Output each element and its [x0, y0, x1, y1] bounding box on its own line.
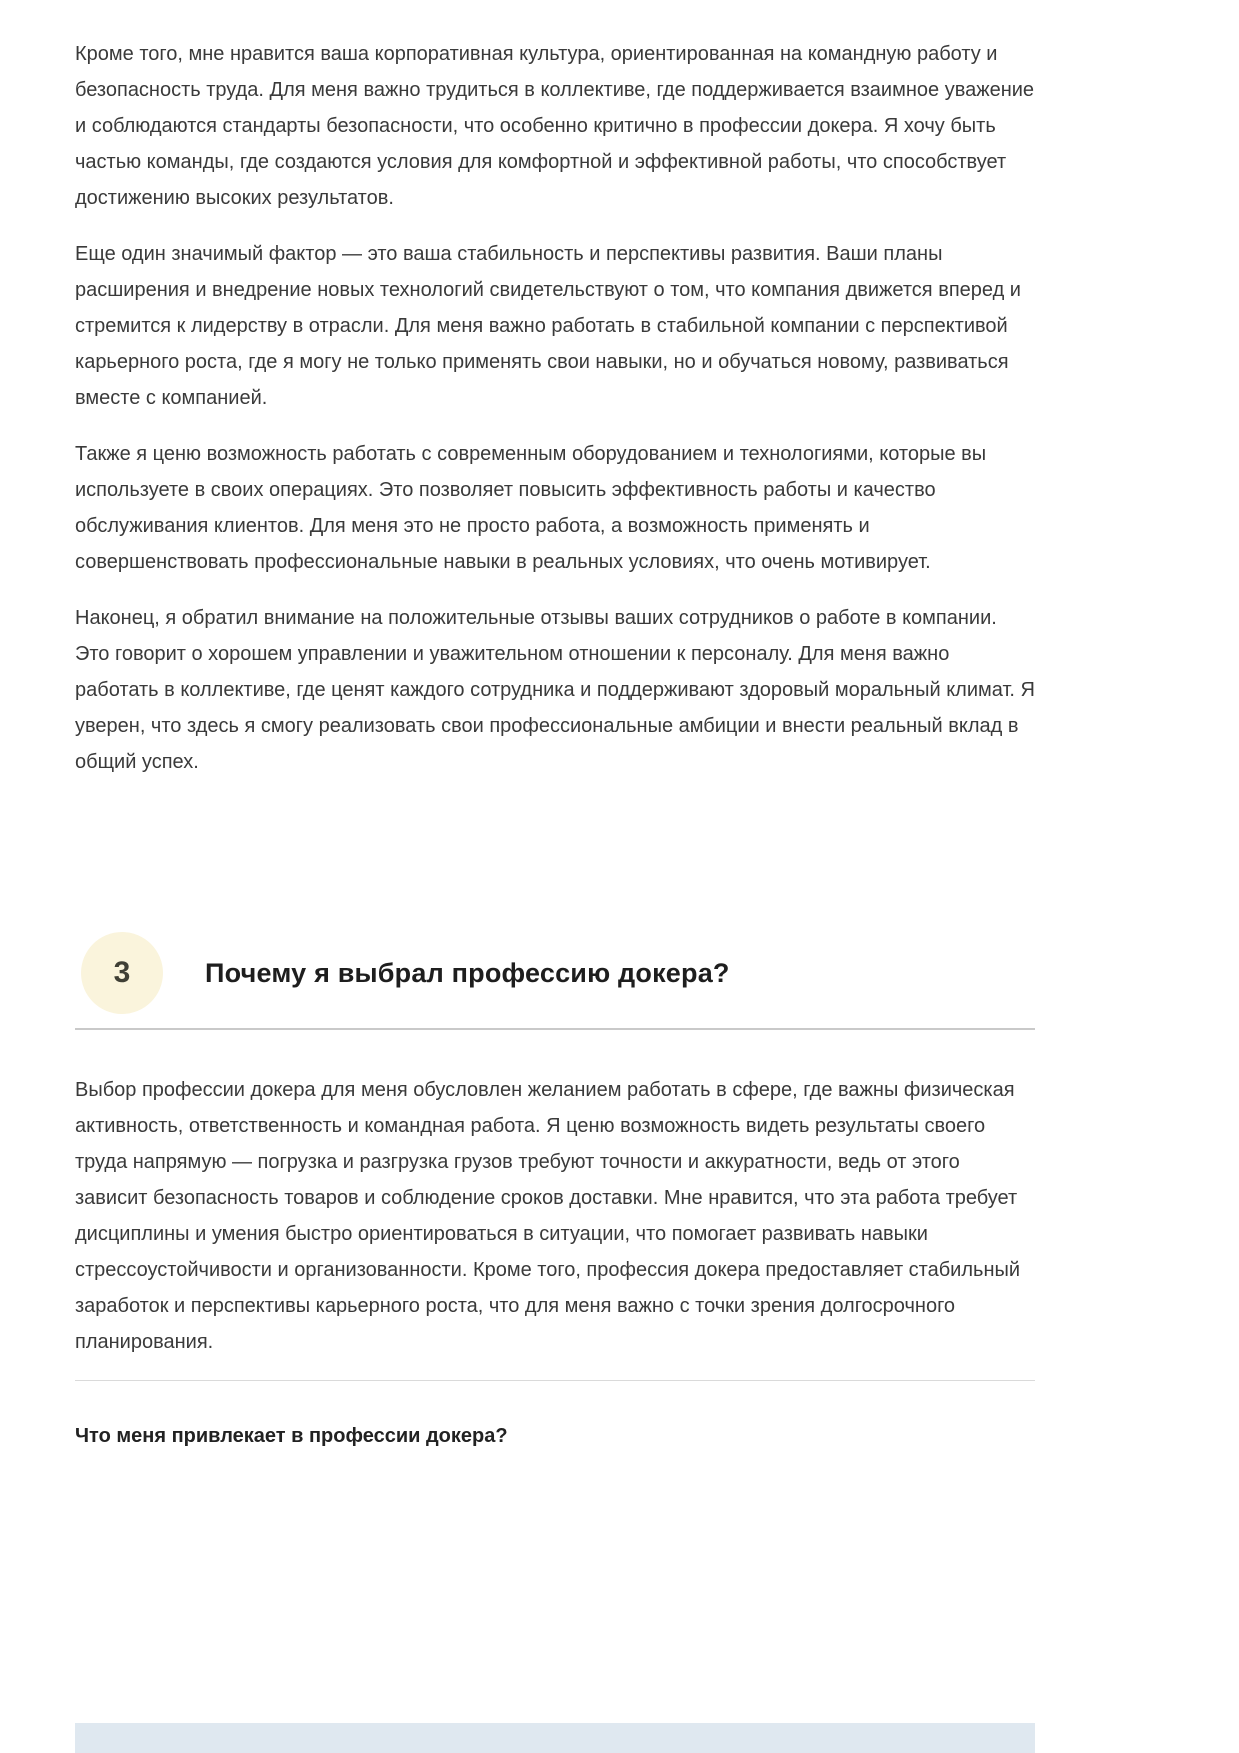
section-number: 3 — [113, 956, 131, 989]
document-content — [75, 0, 1035, 1448]
section-header — [75, 932, 1035, 1014]
section-number-badge — [81, 932, 163, 1014]
paragraph: Еще один значимый фактор — это ваша стабильность и перспективы развития. Ваши планы расширения и внедрение новых технологий свидетельствуют о том, что компания движется вперед и стремится к лидерству в отрасли. Для меня важно работать в стабильной компании с перспективой карьерного роста, где я могу не только применять свои навыки, но и обучаться новому, развиваться вместе с компанией. — [75, 243, 1021, 409]
paragraph: Также я ценю возможность работать с современным оборудованием и технологиями, которые вы используете в своих операциях. Это позволяет повысить эффективность работы и качество обслуживания клиентов. Для меня это не просто работа, а возможность применять и совершенствовать профессиональные навыки в реальных условиях, что очень мотивирует. — [75, 443, 987, 573]
paragraph: Наконец, я обратил внимание на положительные отзывы ваших сотрудников о работе в компании. Это говорит о хорошем управлении и уважительном отношении к персоналу. Для меня важно работать в коллективе, где ценят каждого сотрудника и поддерживают здоровый моральный климат. Я уверен, что здесь я смогу реализовать свои профессиональные амбиции и внести реальный вклад в общий успех. — [75, 607, 1035, 773]
paragraph: Выбор профессии докера для меня обусловлен желанием работать в сфере, где важны физическая активность, ответственность и командная работа. Я ценю возможность видеть результаты своего труда напрямую — погрузка и разгрузка грузов требуют точности и аккуратности, ведь от этого зависит безопасность товаров и соблюдение сроков доставки. Мне нравится, что эта работа требует дисциплины и умения быстро ориентироваться в ситуации, что помогает развивать навыки стрессоустойчивости и организованности. Кроме того, профессия докера предоставляет стабильный заработок и перспективы карьерного роста, что для меня важно с точки зрения долгосрочного планирования. — [75, 1079, 1021, 1353]
subsection-heading: Что меня привлекает в профессии докера? — [75, 1425, 508, 1447]
section-divider — [75, 1028, 1035, 1030]
subsection-divider — [75, 1380, 1035, 1381]
table-header-strip — [75, 1723, 1035, 1753]
section-title: Почему я выбрал профессию докера? — [205, 957, 730, 988]
paragraph: Кроме того, мне нравится ваша корпоративная культура, ориентированная на командную работу и безопасность труда. Для меня важно трудиться в коллективе, где поддерживается взаимное уважение и соблюдаются стандарты безопасности, что особенно критично в профессии докера. Я хочу быть частью команды, где создаются условия для комфортной и эффективной работы, что способствует достижению высоких результатов. — [75, 43, 1035, 209]
